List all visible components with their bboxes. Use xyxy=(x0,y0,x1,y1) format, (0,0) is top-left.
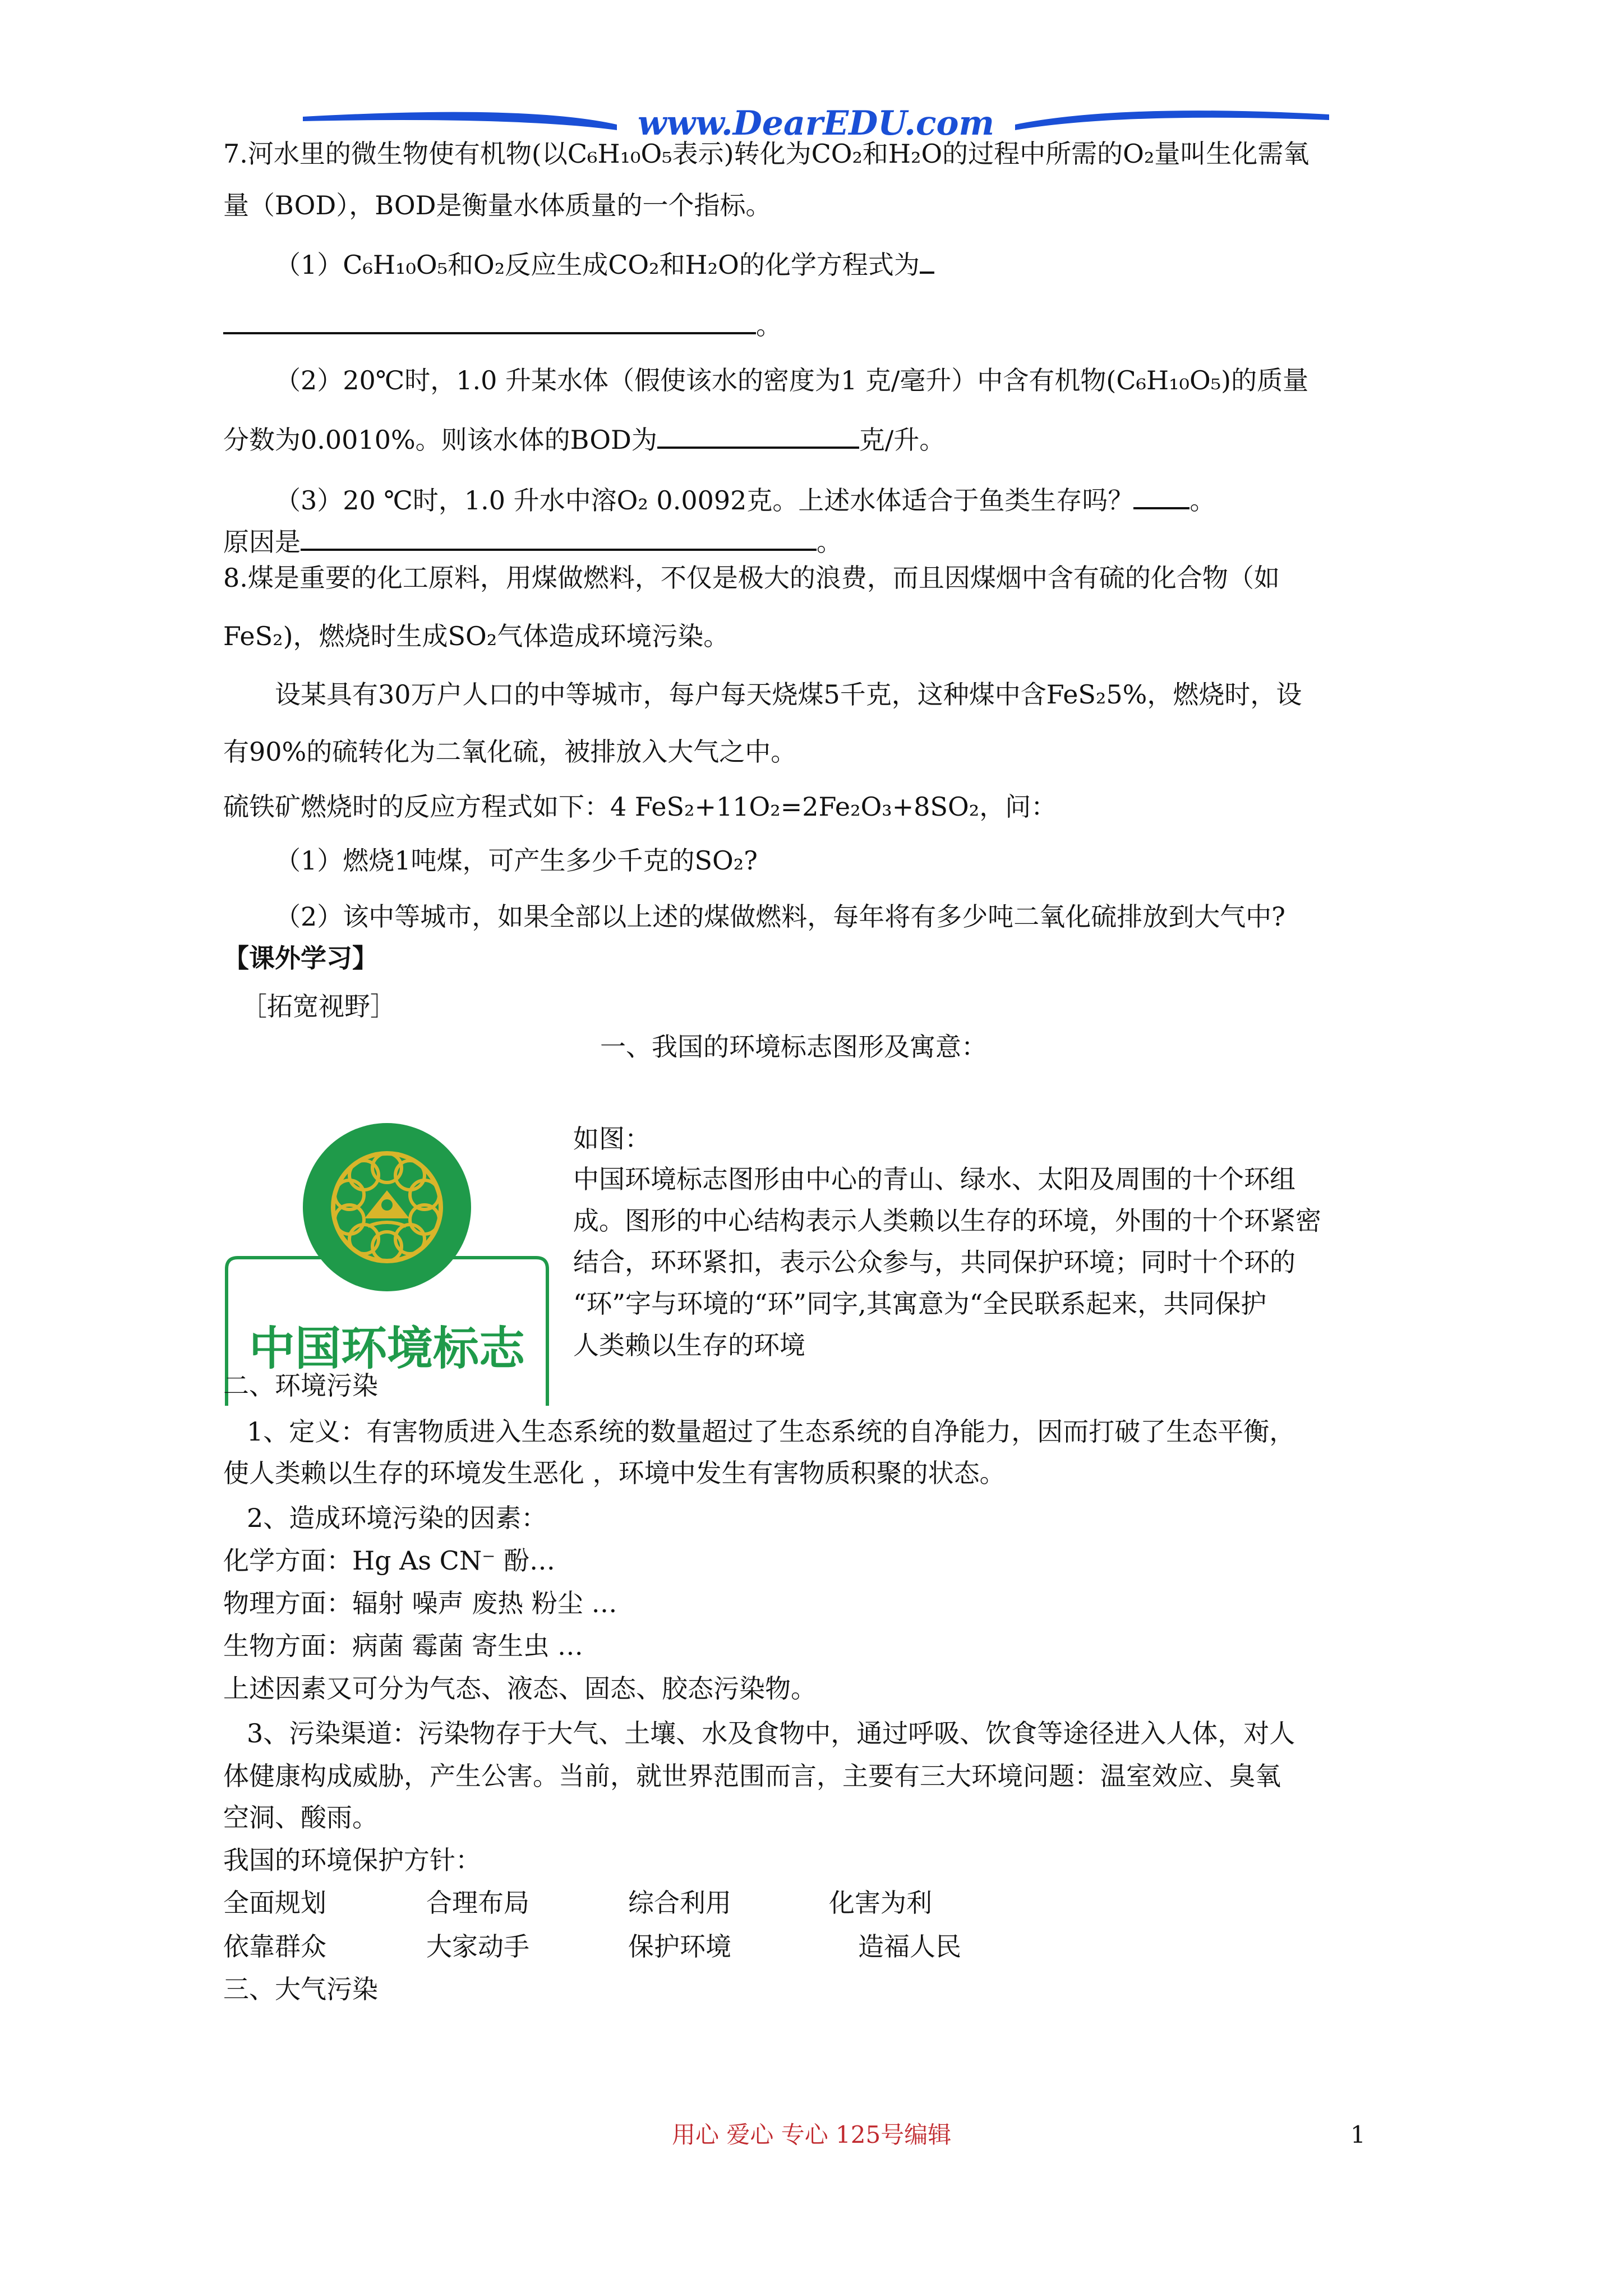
q7-part2-a: （2）20℃时，1.0 升某水体（假使该水的密度为1 克/毫升）中含有机物(C₆H₁₀O₅)的质量 xyxy=(275,365,1309,395)
extra-subheading: ［拓宽视野］ xyxy=(241,991,396,1022)
biological-factors: 生物方面：病菌 霉菌 寄生虫 … xyxy=(223,1631,583,1661)
channels-line3: 空洞、酸雨。 xyxy=(223,1802,378,1833)
q7-part1-text: （1）C₆H₁₀O₅和O₂反应生成CO₂和H₂O的化学方程式为 xyxy=(275,250,920,280)
q7-part2-b xyxy=(223,422,945,457)
policy-row1-item2: 合理布局 xyxy=(426,1888,529,1918)
q8-line5: 硫铁矿燃烧时的反应方程式如下：4 FeS₂+11O₂=2Fe₂O₃+8SO₂，问： xyxy=(223,792,1057,822)
logo-desc-1: 如图： xyxy=(573,1124,651,1154)
q7-reason xyxy=(223,524,842,559)
q7-part1-end: 。 xyxy=(756,310,782,341)
logo-desc-2: 中国环境标志图形由中心的青山、绿水、太阳及周围的十个环组 xyxy=(573,1164,1295,1194)
policy-row2-item3: 保护环境 xyxy=(628,1931,731,1962)
q8-line2: FeS₂)，燃烧时生成SO₂气体造成环境污染。 xyxy=(223,621,730,651)
q8-line7: （2）该中等城市，如果全部以上述的煤做燃料，每年将有多少吨二氧化硫排放到大气中? xyxy=(275,901,1285,932)
q7-part3-end: 。 xyxy=(1189,485,1216,516)
physical-factors: 物理方面：辐射 噪声 废热 粉尘 … xyxy=(223,1588,617,1618)
logo-desc-3: 成。图形的中心结构表示人类赖以生存的环境，外围的十个环紧密 xyxy=(573,1205,1321,1236)
environment-label-logo xyxy=(223,1106,551,1406)
footer-text: 用心 爱心 专心 125号编辑 xyxy=(672,2121,952,2148)
channels-line2: 体健康构成威胁，产生公害。当前，就世界范围而言，主要有三大环境问题：温室效应、臭氧 xyxy=(223,1761,1281,1791)
policy-row2-item1: 依靠群众 xyxy=(223,1931,326,1962)
q7-part1-line2 xyxy=(223,307,782,342)
q7-part1-blank-start[interactable] xyxy=(920,247,934,274)
q7-part1-answer-blank[interactable] xyxy=(223,307,756,334)
policy-row2-item2: 大家动手 xyxy=(426,1931,529,1962)
q7-part3-answer-blank[interactable] xyxy=(1133,482,1189,509)
chemical-factors: 化学方面：Hg As CN⁻ 酚… xyxy=(223,1545,555,1576)
definition-line2: 使人类赖以生存的环境发生恶化 ，环境中发生有害物质积聚的状态。 xyxy=(223,1458,1006,1488)
q7-reason-end: 。 xyxy=(817,527,842,557)
q8-line4: 有90%的硫转化为二氧化硫，被排放入大气之中。 xyxy=(223,737,797,767)
q7-part1 xyxy=(275,247,934,282)
policy-row2-item4: 造福人民 xyxy=(858,1931,961,1962)
policy-heading: 我国的环境保护方针： xyxy=(223,1845,481,1875)
q7-part3 xyxy=(275,482,1215,517)
site-url: www.DearEDU.com xyxy=(637,104,995,143)
section1-title: 一、我国的环境标志图形及寓意： xyxy=(600,1032,987,1062)
q7-part2-unit: 克/升。 xyxy=(859,425,946,455)
extra-heading: 【课外学习】 xyxy=(223,943,378,973)
section3-title: 三、大气污染 xyxy=(223,1974,378,2004)
q7-title-cont: 量（BOD），BOD是衡量水体质量的一个指标。 xyxy=(223,190,772,220)
q7-part3-text: （3）20 ℃时，1.0 升水中溶O₂ 0.0092克。上述水体适合于鱼类生存吗？ xyxy=(275,485,1134,516)
logo-desc-6: 人类赖以生存的环境 xyxy=(573,1330,805,1360)
logo-caption: 中国环境标志 xyxy=(248,1322,525,1375)
q7-part2-text: 分数为0.0010%。则该水体的BOD为 xyxy=(223,425,657,455)
q7-part2-answer-blank[interactable] xyxy=(657,422,859,449)
policy-row1-item4: 化害为利 xyxy=(829,1888,932,1918)
q8-line6: （1）燃烧1吨煤，可产生多少千克的SO₂? xyxy=(275,845,758,876)
factors-heading: 2、造成环境污染的因素： xyxy=(247,1503,547,1533)
policy-row1-item3: 综合利用 xyxy=(628,1888,731,1918)
q7-reason-blank[interactable] xyxy=(301,524,817,551)
q7-title: 7.河水里的微生物使有机物(以C₆H₁₀O₅表示)转化为CO₂和H₂O的过程中所需的O₂量叫生化需氧 xyxy=(223,139,1310,169)
logo-desc-4: 结合，环环紧扣，表示公众参与，共同保护环境；同时十个环的 xyxy=(573,1247,1295,1277)
definition-line1: 1、定义：有害物质进入生态系统的数量超过了生态系统的自净能力，因而打破了生态平衡， xyxy=(247,1416,1295,1447)
q7-reason-label: 原因是 xyxy=(223,527,301,557)
environment-label-icon xyxy=(223,1106,551,1406)
channels-line1: 3、污染渠道：污染物存于大气、土壤、水及食物中，通过呼吸、饮食等途径进入人体，对人 xyxy=(247,1718,1295,1749)
pollutant-states: 上述因素又可分为气态、液态、固态、胶态污染物。 xyxy=(223,1673,817,1704)
logo-desc-5: “环”字与环境的“环”同字,其寓意为“全民联系起来，共同保护 xyxy=(573,1289,1267,1319)
q8-line1: 8.煤是重要的化工原料，用煤做燃料，不仅是极大的浪费，而且因煤烟中含有硫的化合物（如 xyxy=(223,563,1280,593)
page-number: 1 xyxy=(1350,2121,1366,2148)
section2-title: 二、环境污染 xyxy=(223,1370,378,1401)
policy-row1-item1: 全面规划 xyxy=(223,1888,326,1918)
q8-line3: 设某具有30万户人口的中等城市，每户每天烧煤5千克，这种煤中含FeS₂5%，燃烧时，设 xyxy=(275,679,1302,710)
